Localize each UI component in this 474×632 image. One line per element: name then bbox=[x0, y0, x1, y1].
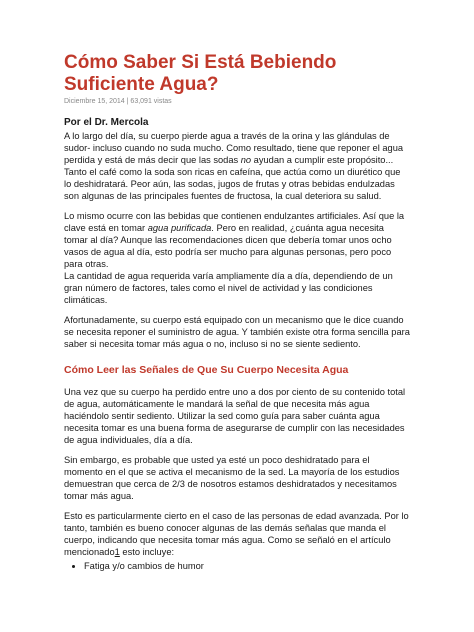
paragraph-1-part-b: ayudan a cumplir este propósito... Tanto el café como la soda son ricas en cafeína, que actúa como un diurético que lo deshidratará. Peor aún, las sodas, jugos de frutas y otras bebidas endulzadas son algunas de las principales fuentes de fructosa, la cual deteriora su salud. bbox=[64, 155, 401, 201]
section-heading: Cómo Leer las Señales de Que Su Cuerpo Necesita Agua bbox=[64, 364, 349, 376]
paragraph-7-part-a: Esto es particularmente cierto en el caso de las personas de edad avanzada. Por lo tanto, también es bueno conocer algunas de las demás señalas que manda el cuerpo, indicando que necesita tomar más agua. Como se señaló en el artículo mencionado bbox=[64, 511, 409, 557]
symptom-list bbox=[64, 560, 410, 572]
article-meta bbox=[64, 98, 410, 105]
paragraph-1-part-a: A lo largo del día, su cuerpo pierde agua a través de la orina y las glándulas de sudor- incluso cuando no suda mucho. Como resultado, tiene que reponer el agua perdida y está de más decir que las sodas bbox=[64, 131, 404, 165]
reference-link[interactable]: 1 bbox=[114, 547, 120, 557]
paragraph-2 bbox=[64, 210, 410, 270]
paragraph-6: Sin embargo, es probable que usted ya esté un poco deshidratado para el momento en el que se activa el mecanismo de la sed. La mayoría de los estudios demuestran que cerca de 2/3 de nosotros estamos deshidratados y necesitamos tomar más agua. bbox=[64, 455, 400, 501]
paragraph-2-emphasis: agua purificada bbox=[147, 223, 212, 233]
paragraph-1-emphasis: no bbox=[240, 155, 252, 165]
meta-separator: | bbox=[124, 98, 131, 105]
article-title: Cómo Saber Si Está Bebiendo Suficiente Agua? bbox=[64, 52, 337, 95]
article-views: 63,091 vistas bbox=[130, 98, 172, 105]
article-byline: Por el Dr. Mercola bbox=[64, 117, 149, 128]
paragraph-3: La cantidad de agua requerida varía ampliamente día a día, dependiendo de un gran número de factores, tales como el nivel de actividad y las condiciones climáticas. bbox=[64, 271, 393, 305]
paragraph-7-part-b: esto incluye: bbox=[119, 547, 175, 557]
paragraph-7 bbox=[64, 510, 410, 558]
list-item: • Fatiga y/o cambios de humor bbox=[84, 560, 410, 572]
paragraph-2-part-b: . Pero en realidad, ¿cuánta agua necesita tomar al día? Aunque las recomendaciones dicen que debería tomar unos ocho vasos de agua al día, esto podría ser mucho para algunas personas, pero poco para otras. bbox=[64, 223, 392, 269]
paragraph-4: Afortunadamente, su cuerpo está equipado con un mecanismo que le dice cuando se necesita reponer el suministro de agua. Y también existe otra forma sencilla para saber si necesita tomar más agua o no, incluso si no se siente sediento. bbox=[64, 315, 410, 349]
paragraph-5: Una vez que su cuerpo ha perdido entre uno a dos por ciento de su contenido total de agua, automáticamente le mandará la señal de que necesita más agua haciéndolo sentir sediento. Utilizar la sed como guía para saber cuánta agua necesita tomar es una buena forma de asegurarse de cumplir con las necesidades de agua individuales, día a día. bbox=[64, 387, 406, 445]
paragraph-1 bbox=[64, 130, 410, 202]
article-date: Diciembre 15, 2014 bbox=[64, 98, 125, 105]
paragraph-2-part-a: Lo mismo ocurre con las bebidas que contienen endulzantes artificiales. Así que la clave está en tomar bbox=[64, 211, 405, 233]
article bbox=[64, 52, 410, 572]
